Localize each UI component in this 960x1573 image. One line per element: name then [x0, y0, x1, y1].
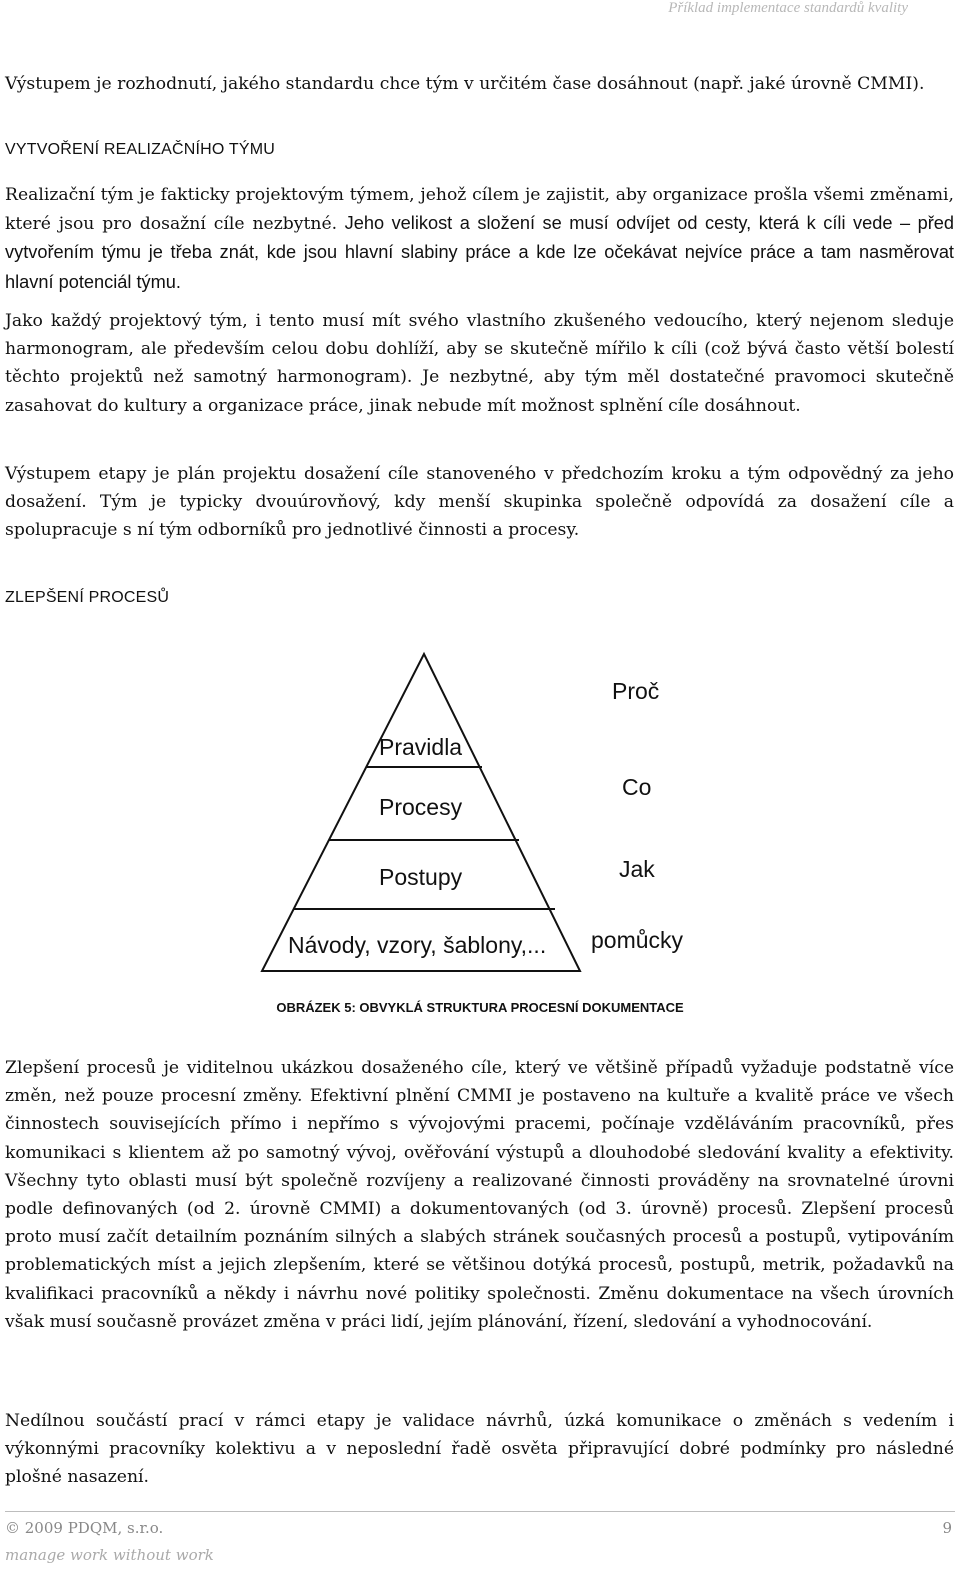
paragraph-team-intro — [5, 181, 954, 297]
pyramid-level-procedures: Postupy — [379, 864, 463, 890]
running-header: Příklad implementace standardů kvality — [668, 0, 908, 16]
footer-divider — [5, 1511, 955, 1512]
question-why: Proč — [612, 678, 660, 704]
documentation-pyramid-diagram — [0, 640, 960, 980]
figure-caption: OBRÁZEK 5: OBVYKLÁ STRUKTURA PROCESNÍ DOKUMENTACE — [276, 1000, 684, 1015]
paragraph-process-improvement: Zlepšení procesů je viditelnou ukázkou dosaženého cíle, který ve většině případů vyžaduje podstatně více změn, než pouze procesní změny. Efektivní plnění CMMI je postaveno na kultuře a kvalitě práce ve všech činnostech souvisejících přímo i nepřímo s vývojovými pracemi, počínaje vzděláváním pracovníků, přes komunikaci s klientem až po samotný vývoj, ověřování výstupů a dlouhodobé sledování kvality a efektivity. Všechny tyto oblasti musí být společně rozvíjeny a realizované činnosti prováděny na srovnatelné úrovni podle definovaných (od 2. úrovně CMMI) a dokumentovaných (od 3. úrovně) procesů. Zlepšení procesů proto musí začít detailním poznáním silných a slabých stránek současných procesů a postupů, vytipováním problematických míst a jejich zlepšením, které se většinou dotýká procesů, postupů, metrik, požadavků na kvalifikaci pracovníků a někdy i návrhu nové politiky společnosti. Změnu dokumentace na všech úrovních však musí současně provázet změna v práci lidí, jejím plánování, řízení, sledování a vyhodnocování. — [5, 1058, 954, 1332]
paragraph-team-intro-part1: Realizační tým je fakticky projektovým týmem, jehož cílem je zajistit, aby organizace prošla všemi změnami, které jsou pro dosažní cíle nezbytné. — [5, 185, 954, 235]
pyramid-level-guides: Návody, vzory, šablony,... — [288, 932, 547, 958]
paragraph-stage-output: Výstupem etapy je plán projektu dosažení cíle stanoveného v předchozím kroku a tým odpovědný za jeho dosažení. Tým je typicky dvouúrovňový, kdy menší skupinka společně odpovídá za dosažení cíle a spolupracuje s ní tým odborníků pro jednotlivé činnosti a procesy. — [5, 464, 954, 541]
section-heading-team: VYTVOŘENÍ REALIZAČNÍHO TÝMU — [5, 141, 276, 158]
pyramid-level-processes: Procesy — [379, 794, 463, 820]
section-heading-process: ZLEPŠENÍ PROCESŮ — [5, 589, 170, 606]
question-aids: pomůcky — [591, 927, 684, 953]
page-number: 9 — [942, 1519, 952, 1537]
question-what: Co — [622, 774, 652, 800]
paragraph-validation: Nedílnou součástí prací v rámci etapy je validace návrhů, úzká komunikace o změnách s vedením i výkonnými pracovníky kolektivu a v neposlední řadě osvěta připravující dobré podmínky pro následné plošné nasazení. — [5, 1411, 954, 1488]
footer-copyright: © 2009 PDQM, s.r.o. — [5, 1519, 164, 1537]
paragraph-output-decision: Výstupem je rozhodnutí, jakého standardu chce tým v určitém čase dosáhnout (např. jaké úrovně CMMI). — [5, 74, 925, 94]
paragraph-team-leader: Jako každý projektový tým, i tento musí mít svého vlastního zkušeného vedoucího, který nejenom sleduje harmonogram, ale především celou dobu dohlíží, aby se skutečně mířilo k cíli (což bývá často větší bolestí těchto projektů než samotný harmonogram). Je nezbytné, aby tým měl dostatečné pravomoci skutečně zasahovat do kultury a organizace práce, jinak nebude mít možnost splnění cíle dosáhnout. — [5, 311, 954, 416]
pyramid-level-rules: Pravidla — [379, 734, 463, 760]
footer-tagline: manage work without work — [5, 1546, 214, 1564]
question-how: Jak — [619, 856, 655, 882]
paragraph-team-intro-part2: Jeho velikost a složení se musí odvíjet od cesty, která k cíli vede – před vytvořením týmu je třeba znát, kde jsou hlavní slabiny práce a kde lze očekávat nejvíce práce a tam nasměrovat hlavní potenciál týmu. — [5, 213, 954, 292]
